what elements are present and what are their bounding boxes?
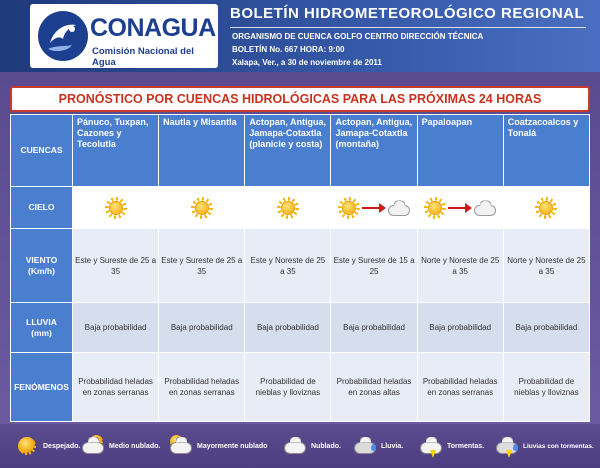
lluvias-tormentas-icon [494,434,520,458]
rain-cell: Baja probabilidad [73,303,159,353]
phenomena-cell: Probabilidad heladas en zonas serranas [159,353,245,422]
legend-item [282,434,341,458]
legend-label: Medio nublado. [109,442,161,450]
lluvia-row [11,303,590,353]
row-label-lluvia [11,303,73,353]
bulletin-header [0,0,600,72]
wind-cell: Norte y Noreste de 25 a 35 [503,229,589,303]
legend-item [494,434,594,458]
legend-item [168,434,267,458]
rain-cell: Baja probabilidad [245,303,331,353]
legend-item [14,434,80,458]
rain-cell: Baja probabilidad [503,303,589,353]
despejado-icon [191,197,213,219]
cuenca-header: Nautla y Misantla [159,115,245,187]
sky-cell [503,187,589,229]
rain-cell: Baja probabilidad [331,303,417,353]
row-label-cuencas: CUENCAS [11,115,73,187]
sky-cell [331,187,417,229]
header-divider [230,27,586,28]
despejado-icon [14,434,40,458]
wind-cell: Este y Sureste de 25 a 35 [73,229,159,303]
fenomenos-row [11,353,590,422]
row-label-viento [11,229,73,303]
cuenca-header: Actopan, Antigua, Jamapa-Cotaxtla (montaña) [331,115,417,187]
despejado-icon [338,197,360,219]
row-label-fenomenos: FENÓMENOS [11,353,73,422]
wind-cell: Norte y Noreste de 25 a 35 [417,229,503,303]
nublado-icon [474,201,496,215]
phenomena-cell: Probabilidad de nieblas y lloviznas [245,353,331,422]
wind-cell: Este y Sureste de 15 a 25 [331,229,417,303]
cuenca-header: Pánuco, Tuxpan, Cazones y Tecolutla [73,115,159,187]
cuencas-row [11,115,590,187]
forecast-panel [0,72,600,424]
despejado-icon [535,197,557,219]
transition-arrow-icon [362,203,386,213]
bulletin-title: BOLETÍN HIDROMETEOROLÓGICO REGIONAL [230,5,585,22]
forecast-table [10,114,590,422]
bulletin-number: BOLETÍN No. 667 HORA: 9:00 [232,45,345,54]
conagua-logo [30,4,218,68]
lluvia-unit: (mm) [31,327,52,338]
legend-item [352,434,403,458]
despejado-icon [277,197,299,219]
phenomena-cell: Probabilidad heladas en zonas serranas [417,353,503,422]
legend-item [80,434,160,458]
viento-unit: (Km/h) [28,265,55,276]
legend-label: Despejado. [43,442,81,450]
cuenca-header: Papaloapan [417,115,503,187]
viento-row [11,229,590,303]
lluvia-label: LLUVIA [26,316,57,327]
viento-label: VIENTO [25,254,58,265]
rain-cell: Baja probabilidad [417,303,503,353]
phenomena-cell: Probabilidad de nieblas y lloviznas [503,353,589,422]
conagua-emblem-icon [36,9,90,63]
logo-subtitle: Comisión Nacional del Agua [92,46,194,68]
sky-cell [417,187,503,229]
row-label-cielo: CIELO [11,187,73,229]
phenomena-cell: Probabilidad heladas en zonas serranas [73,353,159,422]
transition-arrow-icon [448,203,472,213]
cuenca-header: Coatzacoalcos y Tonalá [503,115,589,187]
legend-item [418,434,484,458]
organization-line: ORGANISMO DE CUENCA GOLFO CENTRO DIRECCIÓN TÉCNICA [232,32,484,41]
legend-label: Tormentas. [447,442,485,450]
nublado-icon [282,434,308,458]
cielo-row [11,187,590,229]
mayormente-nublado-icon [168,434,194,458]
phenomena-cell: Probabilidad heladas en zonas altas [331,353,417,422]
legend-label: Lluvias con tormentas. [523,442,594,450]
medio-nublado-icon [80,434,106,458]
wind-cell: Este y Sureste de 25 a 35 [159,229,245,303]
rain-cell: Baja probabilidad [159,303,245,353]
tormentas-icon [418,434,444,458]
forecast-title: PRONÓSTICO POR CUENCAS HIDROLÓGICAS PARA LAS PRÓXIMAS 24 HORAS [10,86,590,112]
wind-cell: Este y Noreste de 25 a 35 [245,229,331,303]
sky-cell [73,187,159,229]
sky-cell [245,187,331,229]
despejado-icon [424,197,446,219]
legend-label: Nublado. [311,442,341,450]
legend-label: Mayormente nublado [197,442,268,450]
sky-cell [159,187,245,229]
place-date: Xalapa, Ver., a 30 de noviembre de 2011 [232,58,382,67]
lluvia-icon [352,434,378,458]
nublado-icon [388,201,410,215]
legend-label: Lluvia. [381,442,404,450]
despejado-icon [105,197,127,219]
logo-wordmark: CONAGUA [90,14,216,42]
cuenca-header: Actopan, Antigua, Jamapa-Cotaxtla (planicie y costa) [245,115,331,187]
weather-legend [0,424,600,468]
